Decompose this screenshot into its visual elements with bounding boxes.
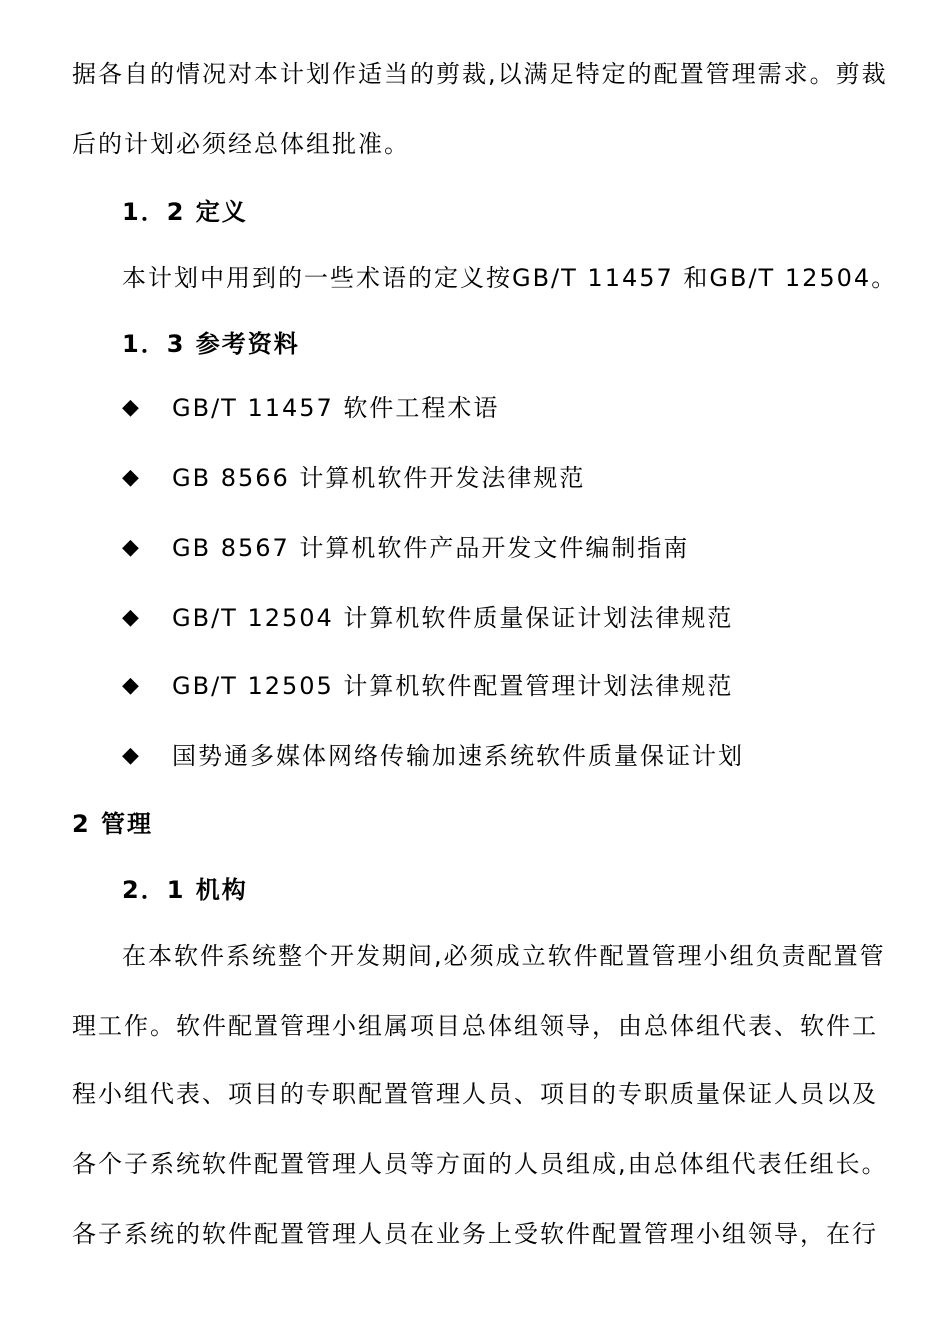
intro-line-2: 后的计划必须经总体组批准。: [72, 130, 410, 158]
bullet-icon: ◆: [122, 465, 139, 490]
section-2-1-line-5: 各子系统的软件配置管理人员在业务上受软件配置管理小组领导，在行: [72, 1220, 878, 1248]
reference-item: GB 8567 计算机软件产品开发文件编制指南: [172, 534, 690, 562]
section-2-1-line-1: 在本软件系统整个开发期间,必须成立软件配置管理小组负责配置管: [122, 942, 886, 970]
bullet-icon: ◆: [122, 395, 139, 420]
reference-item: GB/T 12504 计算机软件质量保证计划法律规范: [172, 604, 734, 632]
section-1-3-heading: 1．3 参考资料: [122, 330, 300, 358]
reference-item: GB/T 11457 软件工程术语: [172, 394, 500, 422]
section-2-1-line-2: 理工作。软件配置管理小组属项目总体组领导，由总体组代表、软件工: [72, 1012, 878, 1040]
section-1-2-text: 本计划中用到的一些术语的定义按GB/T 11457 和GB/T 12504。: [122, 264, 898, 292]
reference-item: GB/T 12505 计算机软件配置管理计划法律规范: [172, 672, 734, 700]
bullet-icon: ◆: [122, 743, 139, 768]
bullet-icon: ◆: [122, 605, 139, 630]
section-1-2-heading: 1．2 定义: [122, 198, 248, 226]
reference-item: 国势通多媒体网络传输加速系统软件质量保证计划: [172, 742, 744, 770]
bullet-icon: ◆: [122, 673, 139, 698]
intro-line-1: 据各自的情况对本计划作适当的剪裁,以满足特定的配置管理需求。剪裁: [72, 60, 888, 88]
section-2-heading: 2 管理: [72, 810, 154, 838]
section-2-1-heading: 2．1 机构: [122, 876, 248, 904]
reference-item: GB 8566 计算机软件开发法律规范: [172, 464, 586, 492]
section-2-1-line-3: 程小组代表、项目的专职配置管理人员、项目的专职质量保证人员以及: [72, 1080, 878, 1108]
section-2-1-line-4: 各个子系统软件配置管理人员等方面的人员组成,由总体组代表任组长。: [72, 1150, 888, 1178]
bullet-icon: ◆: [122, 535, 139, 560]
